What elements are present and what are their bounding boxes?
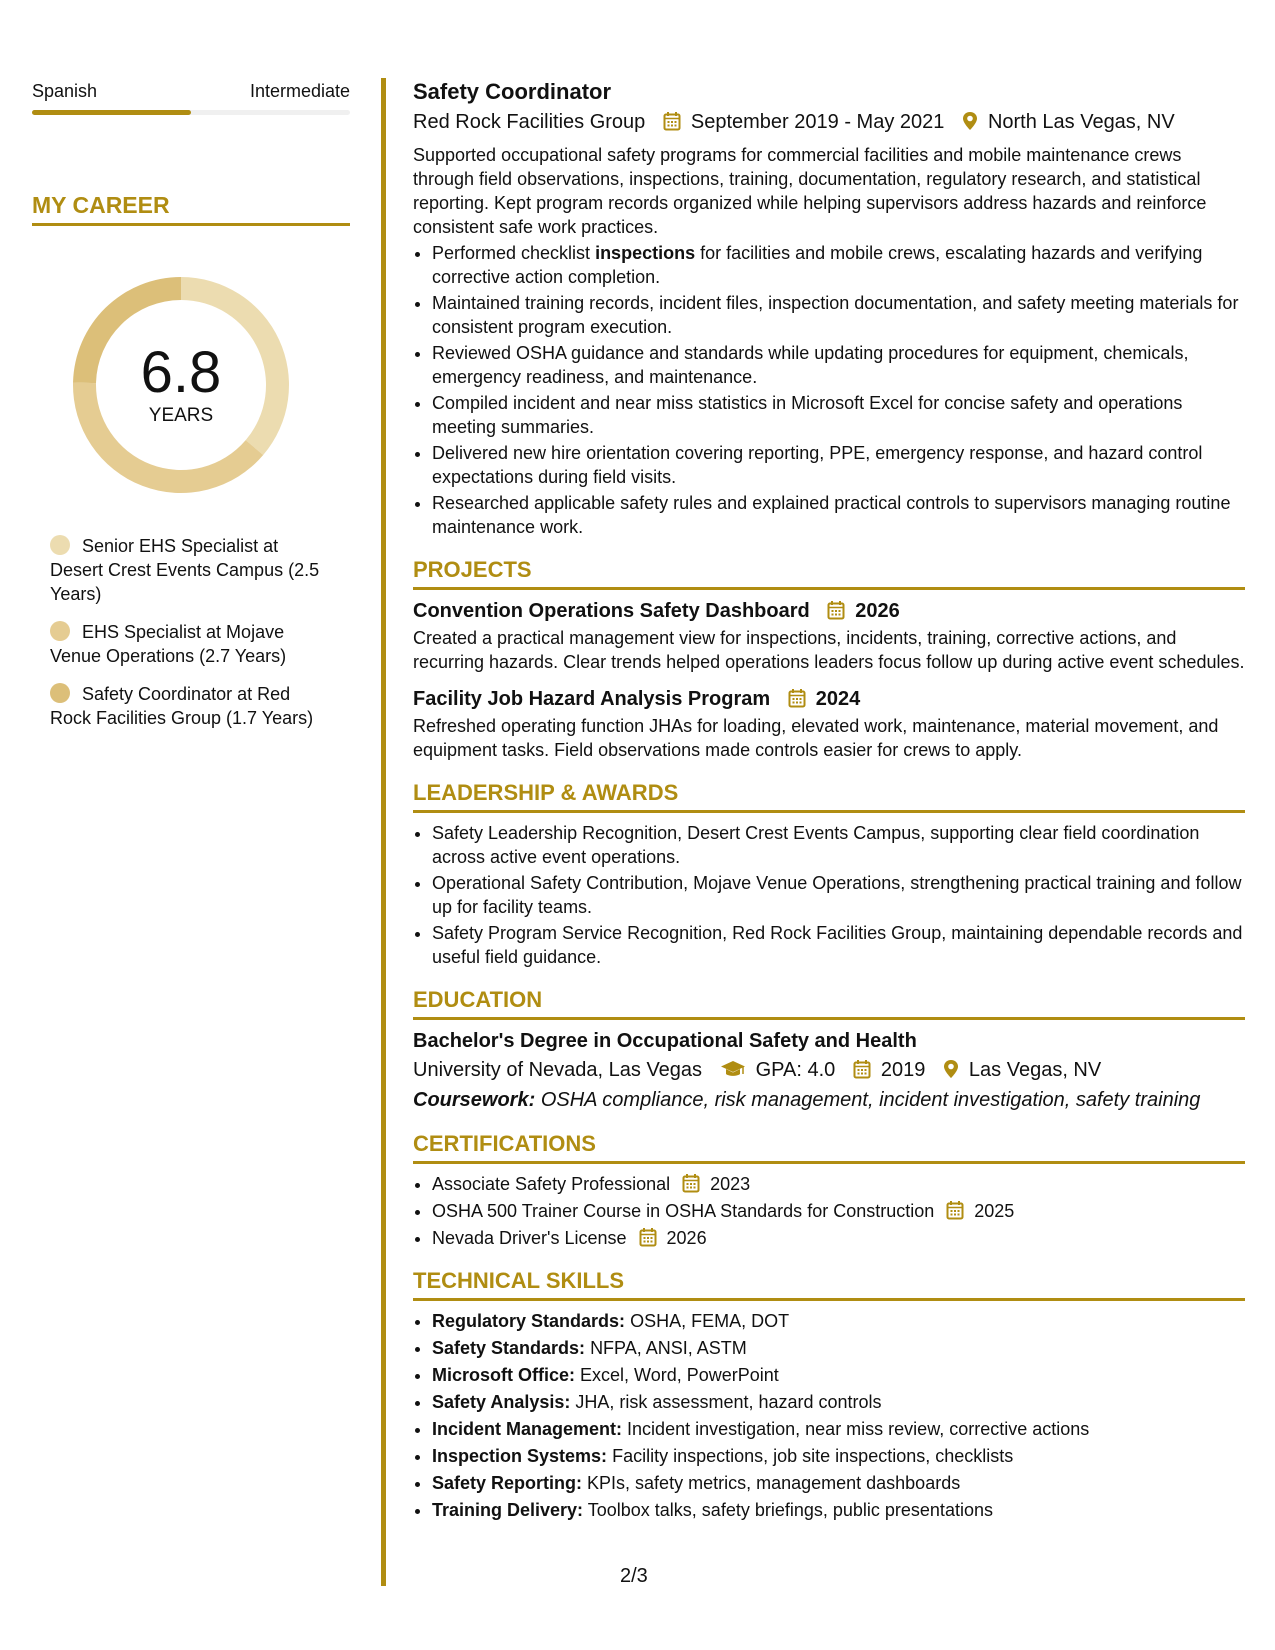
cert-year: 2026: [666, 1228, 707, 1248]
list-item: [432, 1172, 1245, 1196]
education-school: University of Nevada, Las Vegas: [413, 1059, 703, 1081]
education-gpa: GPA: 4.0: [755, 1059, 836, 1081]
left-column: [32, 80, 350, 744]
education-degree: Bachelor's Degree in Occupational Safety and Health: [413, 1030, 917, 1052]
cert-name: Nevada Driver's License: [432, 1228, 627, 1248]
list-item: [432, 1226, 1245, 1250]
skill-label: Safety Standards:: [432, 1338, 586, 1358]
skill-label: Regulatory Standards:: [432, 1311, 626, 1331]
project-description: Refreshed operating function JHAs for loading, elevated work, maintenance, material movement, and equipment tasks. Field observations made controls easier for crews to apply.: [413, 716, 1219, 760]
education-location: Las Vegas, NV: [968, 1059, 1102, 1081]
leadership-list: [413, 821, 1245, 969]
project-year: 2026: [855, 600, 900, 622]
calendar-icon: [827, 600, 845, 620]
skills-list: [413, 1309, 1245, 1522]
calendar-icon: [682, 1173, 700, 1193]
list-item: • Operational Safety Contribution, Mojave Venue Operations, strengthening practical training and follow up for facility teams.: [432, 871, 1245, 919]
career-total-unit: YEARS: [148, 405, 214, 426]
list-item: [432, 1309, 1245, 1333]
projects-section-title: PROJECTS: [413, 557, 1245, 590]
right-column: [413, 78, 1245, 1525]
legend-label: Senior EHS Specialist at Desert Crest Events Campus (2.5 Years): [50, 536, 320, 604]
job-title: Safety Coordinator: [413, 79, 612, 104]
skill-value: OSHA, FEMA, DOT: [630, 1311, 790, 1331]
career-total-years: 6.8: [140, 340, 222, 405]
list-item: • Safety Leadership Recognition, Desert Crest Events Campus, supporting clear field coordination across active event operations.: [432, 821, 1245, 869]
list-item: [432, 1390, 1245, 1414]
column-divider: [381, 78, 386, 1586]
list-item: • Maintained training records, incident files, inspection documentation, and safety meeting materials for consistent program execution.: [432, 291, 1245, 339]
skill-value: Incident investigation, near miss review, corrective actions: [627, 1419, 1090, 1439]
education-section-title: EDUCATION: [413, 987, 1245, 1020]
calendar-icon: [663, 111, 681, 131]
skill-value: Facility inspections, job site inspections, checklists: [612, 1446, 1014, 1466]
skill-value: Toolbox talks, safety briefings, public presentations: [587, 1500, 993, 1520]
project-title: [413, 598, 1245, 624]
skill-label: Microsoft Office:: [432, 1365, 576, 1385]
list-item: • Researched applicable safety rules and explained practical controls to supervisors managing routine maintenance work.: [432, 491, 1245, 539]
skill-label: Incident Management:: [432, 1419, 623, 1439]
coursework-text: OSHA compliance, risk management, incident investigation, safety training: [540, 1089, 1201, 1111]
skill-label: Safety Reporting:: [432, 1473, 583, 1493]
legend-dot: [50, 621, 70, 641]
language-proficiency-bar: [32, 110, 350, 115]
legend-item: [50, 682, 335, 730]
cert-name: OSHA 500 Trainer Course in OSHA Standards for Construction: [432, 1201, 935, 1221]
skill-value: JHA, risk assessment, hazard controls: [575, 1392, 882, 1412]
legend-item: [50, 620, 335, 668]
skill-label: Inspection Systems:: [432, 1446, 608, 1466]
job-bullets: [413, 241, 1245, 539]
certifications-section-title: CERTIFICATIONS: [413, 1131, 1245, 1164]
bullet-bold-text: inspections: [595, 243, 696, 263]
leadership-section-title: LEADERSHIP & AWARDS: [413, 780, 1245, 813]
legend-label: Safety Coordinator at Red Rock Facilities Group (1.7 Years): [50, 684, 314, 728]
graduation-cap-icon: [720, 1059, 746, 1079]
job-location: North Las Vegas, NV: [987, 111, 1175, 133]
skill-value: NFPA, ANSI, ASTM: [590, 1338, 747, 1358]
list-item: • Delivered new hire orientation covering reporting, PPE, emergency response, and hazard control expectations during field visits.: [432, 441, 1245, 489]
list-item: [432, 1498, 1245, 1522]
bullet-text: for facilities and mobile crews, escalating hazards and verifying corrective action completion.: [432, 243, 1203, 287]
map-pin-icon: [962, 111, 978, 131]
certifications-list: [413, 1172, 1245, 1250]
calendar-icon: [946, 1200, 964, 1220]
list-item: • Safety Program Service Recognition, Red Rock Facilities Group, maintaining dependable records and useful field guidance.: [432, 921, 1245, 969]
project-year: 2024: [815, 688, 861, 710]
legend-dot: [50, 535, 70, 555]
language-level: Intermediate: [249, 81, 350, 101]
calendar-icon: [639, 1227, 657, 1247]
skill-value: KPIs, safety metrics, management dashboards: [587, 1473, 961, 1493]
cert-year: 2023: [710, 1174, 751, 1194]
list-item: [432, 1199, 1245, 1223]
skills-section-title: TECHNICAL SKILLS: [413, 1268, 1245, 1301]
map-pin-icon: [943, 1059, 959, 1079]
list-item: [432, 241, 1245, 289]
list-item: [432, 1363, 1245, 1387]
project-title: [413, 686, 1245, 712]
cert-year: 2025: [974, 1201, 1015, 1221]
skill-label: Training Delivery:: [432, 1500, 584, 1520]
list-item: [432, 1336, 1245, 1360]
legend-item: [50, 534, 335, 606]
language-name: Spanish: [32, 81, 98, 101]
list-item: • Reviewed OSHA guidance and standards while updating procedures for equipment, chemicals, emergency readiness, and maintenance.: [432, 341, 1245, 389]
job-description: Supported occupational safety programs for commercial facilities and mobile maintenance crews through field observations, inspections, training, documentation, regulatory research, and statistical reporting. Kept program records organized while helping supervisors address hazards and reinforce consistent safe work practices.: [413, 145, 1207, 237]
list-item: [432, 1471, 1245, 1495]
education-meta: [413, 1057, 1245, 1083]
coursework-label: Coursework:: [413, 1089, 536, 1111]
education-coursework: [413, 1087, 1245, 1113]
project-description: Created a practical management view for inspections, incidents, training, corrective actions, and recurring hazards. Clear trends helped operations leaders focus follow up during active event schedules.: [413, 628, 1245, 672]
career-section-title: MY CAREER: [32, 191, 350, 226]
bullet-text: Performed checklist: [432, 243, 596, 263]
project-name: Facility Job Hazard Analysis Program: [413, 688, 771, 710]
education-year: 2019: [880, 1059, 926, 1081]
list-item: [432, 1444, 1245, 1468]
language-row: [32, 80, 350, 102]
page-number: 2/3: [620, 1565, 648, 1587]
career-donut-chart: [66, 270, 296, 500]
job-meta: [413, 109, 1245, 135]
calendar-icon: [788, 688, 806, 708]
career-legend: [50, 534, 335, 730]
project-name: Convention Operations Safety Dashboard: [413, 600, 810, 622]
job-company: Red Rock Facilities Group: [413, 111, 646, 133]
skill-value: Excel, Word, PowerPoint: [580, 1365, 779, 1385]
legend-dot: [50, 683, 70, 703]
list-item: • Compiled incident and near miss statistics in Microsoft Excel for concise safety and operations meeting summaries.: [432, 391, 1245, 439]
job-dates: September 2019 - May 2021: [690, 111, 945, 133]
calendar-icon: [853, 1059, 871, 1079]
donut-center: [66, 270, 296, 500]
language-proficiency-fill: [32, 110, 191, 115]
cert-name: Associate Safety Professional: [432, 1174, 671, 1194]
skill-label: Safety Analysis:: [432, 1392, 571, 1412]
list-item: [432, 1417, 1245, 1441]
legend-label: EHS Specialist at Mojave Venue Operations (2.7 Years): [50, 622, 287, 666]
